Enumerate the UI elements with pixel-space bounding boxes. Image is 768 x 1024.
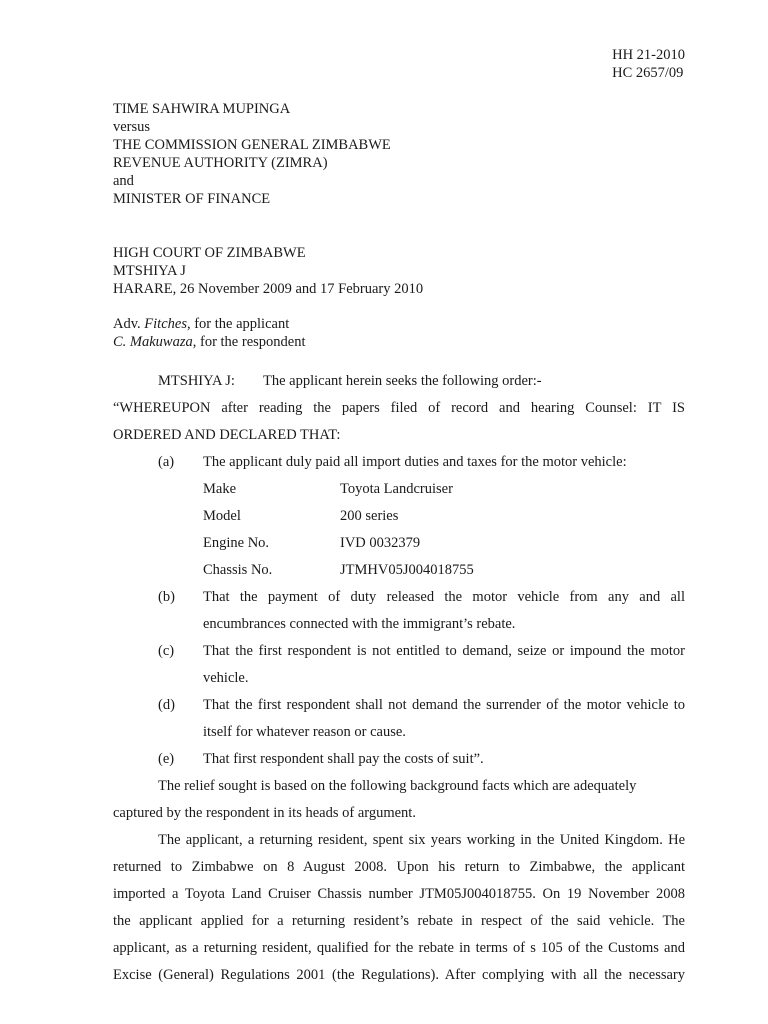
vehicle-make: Make Toyota Landcruiser — [203, 481, 453, 497]
hh-number: HH 21-2010 — [612, 47, 685, 63]
vehicle-chassis: Chassis No. JTMHV05J004018755 — [203, 562, 474, 578]
judgment-opening — [113, 368, 685, 395]
place-dates: HARARE, 26 November 2009 and 17 February 2010 — [113, 281, 424, 297]
order-line-2: ORDERED AND DECLARED THAT: — [113, 427, 341, 443]
and-text: and — [113, 173, 134, 189]
judge-label: MTSHIYA J: — [158, 373, 235, 389]
parties-block — [113, 100, 391, 208]
order-line-1: “WHEREUPON after reading the papers filed of record and hearing Counsel: IT IS — [113, 400, 685, 416]
respondent-1-line1: THE COMMISSION GENERAL ZIMBABWE — [113, 137, 391, 153]
respondent-counsel: C. Makuwaza, for the respondent — [113, 334, 306, 350]
judge-name: MTSHIYA J — [113, 263, 186, 279]
versus-text: versus — [113, 119, 151, 135]
vehicle-engine: Engine No. IVD 0032379 — [203, 535, 421, 551]
order-item-d: (d) That the first respondent shall not demand the surrender of the motor vehicle to itself for whatever reason or cause. — [158, 697, 685, 740]
judgment-body — [113, 368, 685, 989]
applicant-counsel: Adv. Fitches, for the applicant — [113, 316, 290, 332]
hc-number: HC 2657/09 — [612, 65, 684, 81]
opening-text: The applicant herein seeks the following order:- — [263, 373, 542, 389]
vehicle-model: Model 200 series — [203, 508, 399, 524]
paragraph-facts: The applicant, a returning resident, spent six years working in the United Kingdom. He returned to Zimbabwe on 8 August 2008. Upon his return to Zimbabwe, the applicant imported a Toyota Land Cruiser Chassis number JTM05J004018755. On 19 November 2008 the applicant applied for a returning resident’s rebate in respect of the said vehicle. The applicant, as a returning resident, qualified for the rebate in terms of s 105 of the Customs and Excise (General) Regulations 2001 (the Regulations). After complying with all the necessary — [113, 832, 685, 983]
applicant-name: TIME SAHWIRA MUPINGA — [113, 101, 291, 117]
court-block — [113, 244, 423, 298]
respondent-2: MINISTER OF FINANCE — [113, 191, 271, 207]
order-item-e: (e) That first respondent shall pay the costs of suit”. — [158, 751, 484, 767]
order-item-a: (a) The applicant duly paid all import duties and taxes for the motor vehicle: — [158, 454, 627, 470]
respondent-1-line2: REVENUE AUTHORITY (ZIMRA) — [113, 155, 328, 171]
paragraph-background: The relief sought is based on the following background facts which are adequately captured by the respondent in its heads of argument. — [113, 778, 637, 821]
counsel-block — [113, 315, 306, 351]
order-item-b: (b) That the payment of duty released the motor vehicle from any and all encumbrances connected with the immigrant’s rebate. — [158, 589, 685, 632]
order-item-c: (c) That the first respondent is not entitled to demand, seize or impound the motor vehicle. — [158, 643, 685, 686]
case-reference — [612, 46, 685, 82]
court-name: HIGH COURT OF ZIMBABWE — [113, 245, 306, 261]
